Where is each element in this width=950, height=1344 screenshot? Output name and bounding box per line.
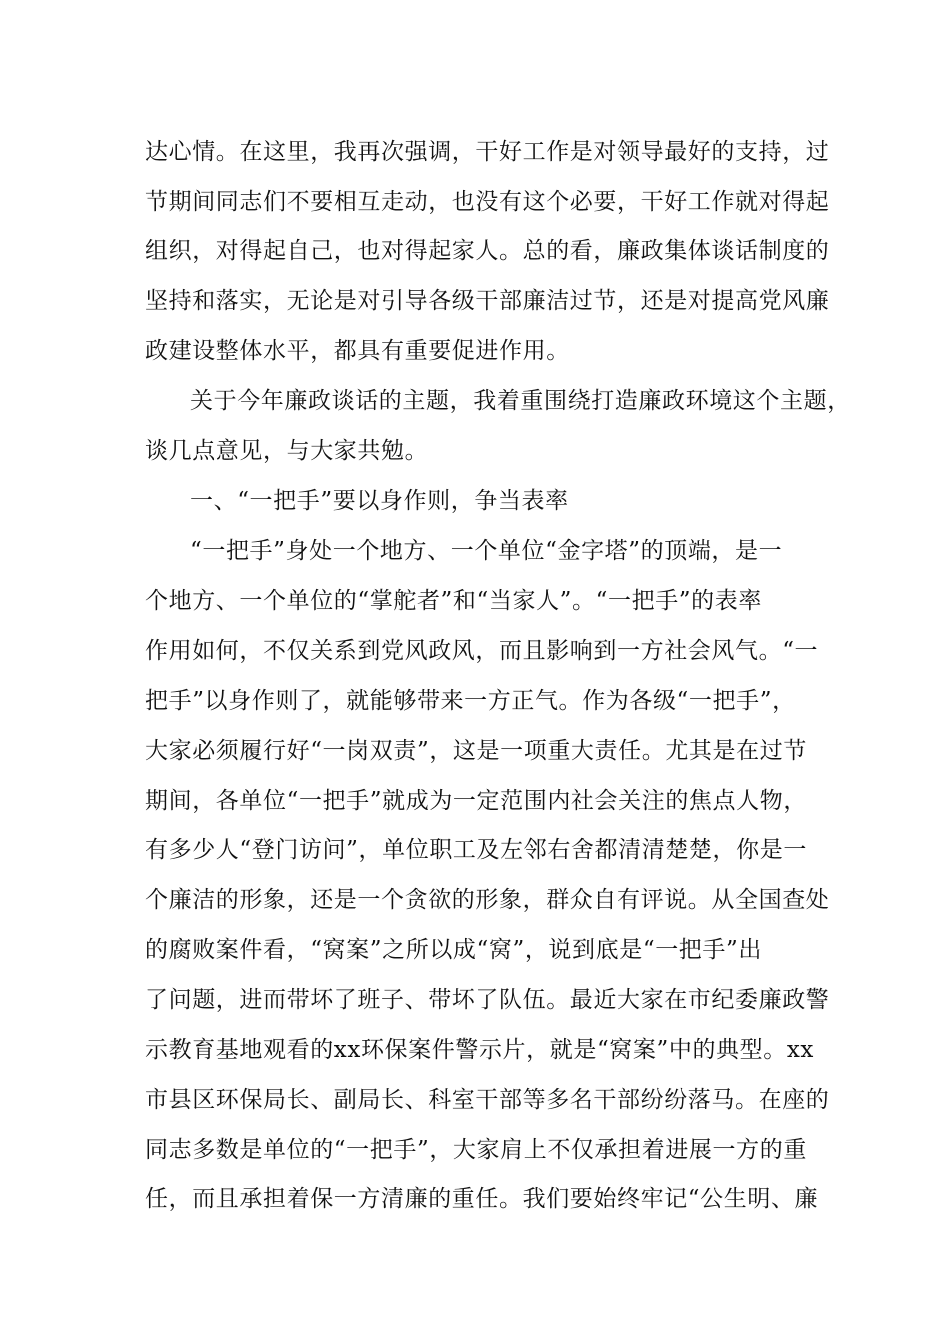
text-line: 大家必须履行好“一岗双责”，这是一项重大责任。尤其是在过节 — [145, 738, 807, 764]
text-line: 坚持和落实，无论是对引导各级干部廉洁过节，还是对提高党风廉 — [145, 288, 830, 314]
text-line: 同志多数是单位的“一把手”，大家肩上不仅承担着进展一方的重 — [145, 1137, 807, 1163]
text-line: 个廉洁的形象，还是一个贪欲的形象，群众自有评说。从全国查处 — [145, 887, 830, 913]
text-line: 关于今年廉政谈话的主题，我着重围绕打造廉政环境这个主题， — [190, 388, 851, 414]
text-line: “一把手”身处一个地方、一个单位“金字塔”的顶端，是一 — [190, 538, 783, 564]
text-line: 了问题，进而带坏了班子、带坏了队伍。最近大家在市纪委廉政警 — [145, 987, 830, 1013]
text-line: 组织，对得起自己，也对得起家人。总的看，廉政集体谈话制度的 — [145, 238, 830, 264]
text-line: 示教育基地观看的xx环保案件警示片，就是“窝案”中的典型。xx — [145, 1037, 815, 1063]
text-line: 市县区环保局长、副局长、科室干部等多名干部纷纷落马。在座的 — [145, 1087, 830, 1113]
text-line: 节期间同志们不要相互走动，也没有这个必要，干好工作就对得起 — [145, 189, 830, 215]
text-line: 作用如何，不仅关系到党风政风，而且影响到一方社会风气。“一 — [145, 638, 819, 664]
text-line: 任，而且承担着保一方清廉的重任。我们要始终牢记“公生明、廉 — [145, 1186, 819, 1212]
text-line: 政建设整体水平，都具有重要促进作用。 — [145, 338, 570, 364]
text-line: 达心情。在这里，我再次强调，干好工作是对领导最好的支持，过 — [145, 139, 830, 165]
text-line: 有多少人“登门访问”，单位职工及左邻右舍都清清楚楚，你是一 — [145, 837, 807, 863]
section-heading: 一、“一把手”要以身作则，争当表率 — [190, 488, 569, 514]
text-line: 的腐败案件看，“窝案”之所以成“窝”，说到底是“一把手”出 — [145, 937, 762, 963]
text-line: 把手”以身作则了，就能够带来一方正气。作为各级“一把手”， — [145, 688, 796, 714]
text-line: 个地方、一个单位的“掌舵者”和“当家人”。“一把手”的表率 — [145, 588, 762, 614]
text-line: 谈几点意见，与大家共勉。 — [145, 438, 429, 464]
text-line: 期间，各单位“一把手”就成为一定范围内社会关注的焦点人物， — [145, 788, 807, 814]
